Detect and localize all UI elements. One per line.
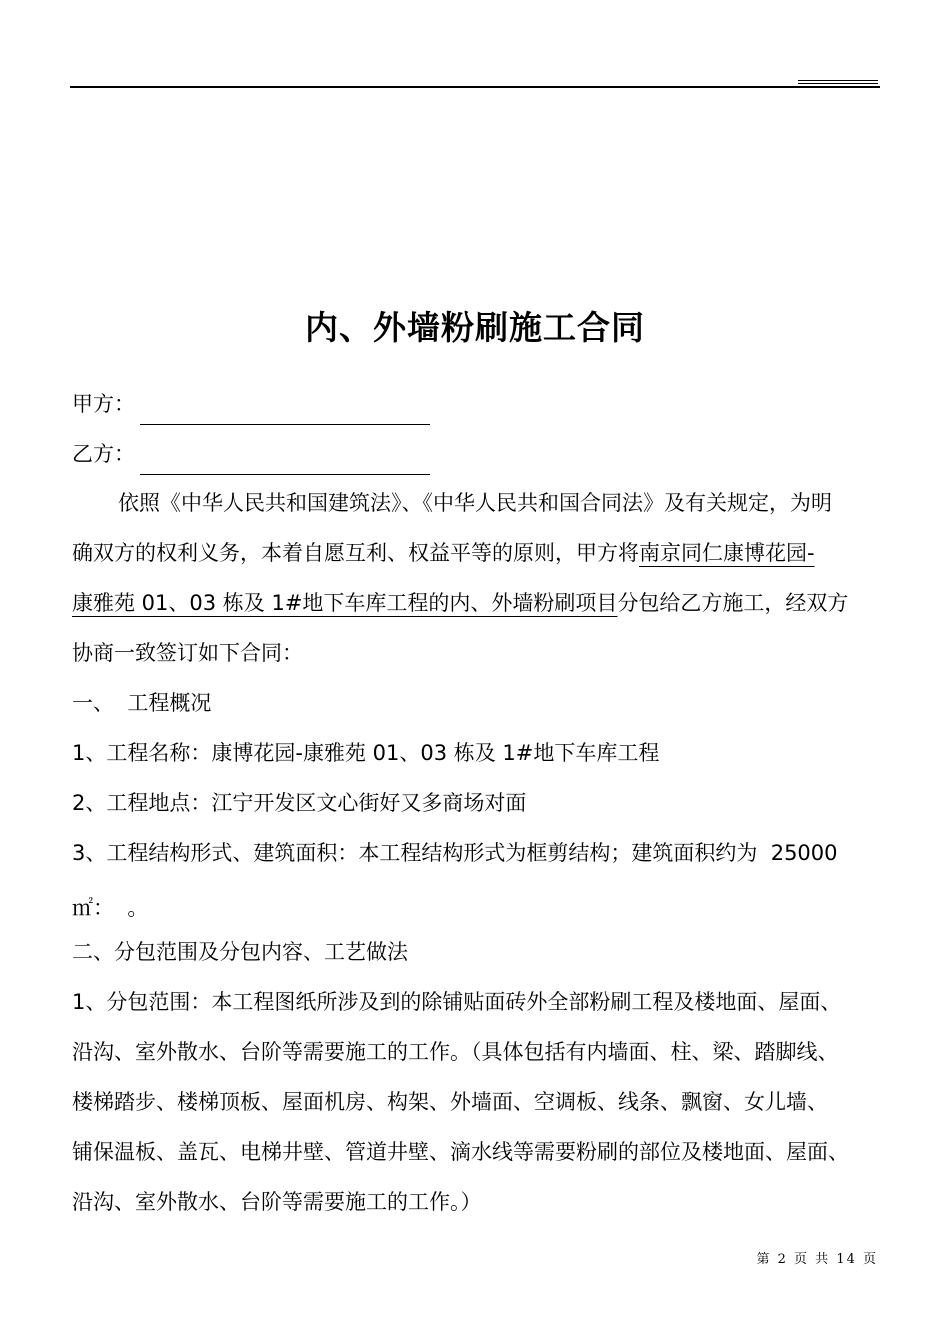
party-a-blank — [140, 424, 430, 425]
intro-line-3-text: 分包给乙方施工，经双方 — [617, 591, 849, 615]
party-b-label: 乙方： — [72, 442, 135, 466]
intro-line-4: 协商一致签订如下合同： — [72, 641, 303, 665]
intro-line-3 — [72, 588, 848, 618]
scope-line-1: 1、分包范围：本工程图纸所涉及到的除铺贴面砖外全部粉刷工程及楼地面、屋面、 — [72, 990, 842, 1014]
header-mark — [798, 80, 878, 81]
header-mark-2 — [798, 83, 878, 84]
project-name-item: 1、工程名称：康博花园-康雅苑 01、03 栋及 1#地下车库工程 — [72, 741, 660, 765]
scope-line-2: 沿沟、室外散水、台阶等需要施工的工作。（具体包括有内墙面、柱、梁、踏脚线、 — [72, 1040, 839, 1064]
project-location-item: 2、工程地点：江宁开发区文心街好又多商场对面 — [72, 791, 527, 815]
intro-line-2 — [72, 538, 815, 568]
project-structure-item: 3、工程结构形式、建筑面积：本工程结构形式为框剪结构；建筑面积约为 25000 — [72, 841, 838, 865]
project-area-unit: ㎡： 。 — [72, 896, 149, 920]
scope-line-5: 沿沟、室外散水、台阶等需要施工的工作。） — [72, 1190, 482, 1214]
scope-line-4: 铺保温板、盖瓦、电梯井壁、管道井壁、滴水线等需要粉刷的部位及楼地面、屋面、 — [72, 1140, 849, 1164]
project-name-underlined: 南京同仁康博花园- — [639, 541, 815, 565]
page-number: 第 2 页 共 14 页 — [756, 1252, 878, 1267]
document-title: 内、外墙粉刷施工合同 — [305, 308, 645, 347]
section-1-heading: 一、 工程概况 — [72, 691, 212, 715]
intro-line-1: 依照《中华人民共和国建筑法》、《中华人民共和国合同法》及有关规定，为明 — [118, 491, 832, 515]
intro-line-2-text: 确双方的权利义务，本着自愿互利、权益平等的原则，甲方将 — [72, 541, 639, 565]
project-scope-underlined: 康雅苑 01、03 栋及 1#地下车库工程的内、外墙粉刷项目 — [72, 591, 618, 615]
scope-line-3: 楼梯踏步、楼梯顶板、屋面机房、构架、外墙面、空调板、线条、飘窗、女儿墙、 — [72, 1090, 828, 1114]
party-b-blank — [140, 474, 430, 475]
party-a-label: 甲方： — [72, 392, 135, 416]
header-rule — [70, 86, 880, 88]
section-2-heading: 二、分包范围及分包内容、工艺做法 — [72, 940, 408, 964]
